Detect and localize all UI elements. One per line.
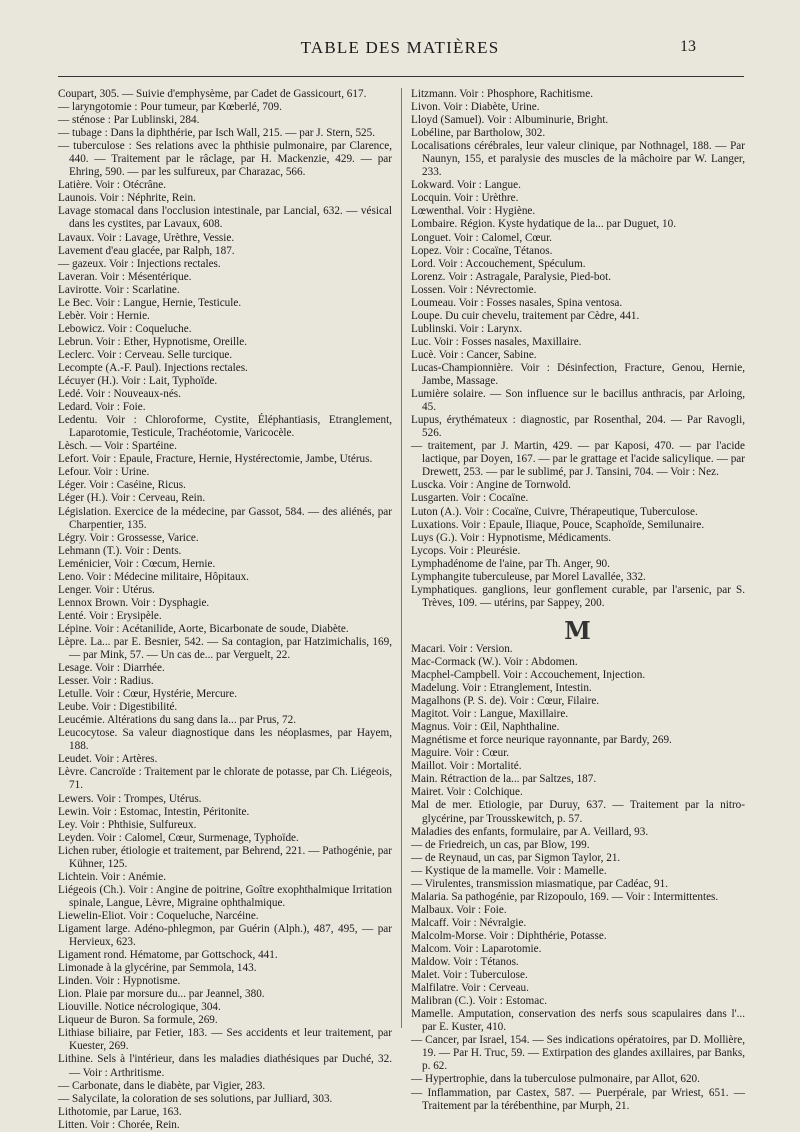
index-entry: — Hypertrophie, dans la tuberculose pulmonaire, par Allot, 620. [411,1073,700,1086]
index-entry: Maladies des enfants, formulaire, par A. Veillard, 93. [411,825,649,838]
index-entry: Malcaff. Voir : Névralgie. [411,916,527,929]
index-entry: Lucè. Voir : Cancer, Sabine. [411,348,537,361]
index-entry: Mamelle. Amputation, conservation des nerfs sous scapulaires dans l'... par E. Kuster, 410. [411,1008,745,1034]
index-entry: Lichtein. Voir : Anémie. [58,870,167,883]
index-entry: Lavirotte. Voir : Scarlatine. [58,283,180,296]
index-entry: Lennox Brown. Voir : Dysphagie. [58,596,210,609]
index-entry: Leyden. Voir : Calomel, Cœur, Surmenage, Typhoïde. [58,831,299,844]
index-entry: Lécuyer (H.). Voir : Lait, Typhoïde. [58,375,218,388]
index-entry: Letulle. Voir : Cœur, Hystérie, Mercure. [58,688,238,701]
index-entry: Luys (G.). Voir : Hypnotisme, Médicaments. [411,531,612,544]
index-entry: Malfilatre. Voir : Cerveau. [411,982,529,995]
letter-heading: M [564,615,592,645]
index-entry: Maguire. Voir : Cœur. [411,747,510,760]
index-entry: Légry. Voir : Grossesse, Varice. [58,531,199,544]
index-entry: Malbaux. Voir : Foie. [411,903,507,916]
page-number: 13 [680,38,696,55]
index-entry: Liewelin-Eliot. Voir : Coqueluche, Narcéine. [58,909,259,922]
index-entry: Lecompte (A.-F. Paul). Injections rectales. [58,361,248,374]
index-entry: Leucocytose. Sa valeur diagnostique dans les néoplasmes, par Hayem, 188. [58,727,392,753]
index-entry: — de Friedreich, un cas, par Blow, 199. [411,838,590,851]
index-entry: Lopez. Voir : Cocaïne, Tétanos. [411,244,553,257]
index-entry: Lèpre. La... par E. Besnier, 542. — Sa contagion, par Hatzimichalis, 169, — par Mink, 57. — Un cas de... par Verguelt, 22. [58,635,392,662]
index-entry: Magnétisme et force neurique rayonnante, par Bardy, 269. [411,734,672,747]
index-entry: Lithiase biliaire, par Fetier, 183. — Ses accidents et leur traitement, par Kuester, 269. [58,1027,392,1053]
index-entry: Législation. Exercice de la médecine, par Gassot, 584. — des aliénés, par Charpentier, 135. [58,505,392,531]
index-entry: Lichen ruber, étiologie et traitement, par Behrend, 221. — Pathogénie, par Kühner, 125. [58,844,392,870]
index-entry: Ligament rond. Hématome, par Gottschock, 441. [58,949,278,962]
right-column [411,88,745,1113]
index-entry: Lublinski. Voir : Larynx. [411,322,523,335]
index-entry: Lewers. Voir : Trompes, Utérus. [58,792,202,805]
index-entry: Macari. Voir : Version. [411,642,513,655]
index-entry: Lœwenthal. Voir : Hygiène. [411,205,536,218]
index-entry: Mal de mer. Etiologie, par Duruy, 637. — Traitement par la nitro-glycérine, par Trousskewitch, p. 57. [411,799,745,825]
index-entry: Lord. Voir : Accouchement, Spéculum. [411,257,586,270]
index-entry: Lucas-Championnière. Voir : Désinfection, Fracture, Genou, Hernie, Jambe, Massage. [411,361,745,388]
index-entry: — sténose : Par Lublinski, 284. [58,114,200,127]
index-entry: Coupart, 305. — Suivie d'emphysème, par Cadet de Gassicourt, 617. [58,88,367,100]
index-entry: Lithotomie, par Larue, 163. [58,1105,182,1118]
index-entry: Leudet. Voir : Artères. [58,753,158,766]
index-entry: — traitement, par J. Martin, 429. — par Kaposi, 470. — par l'acide lactique, par Doyen, 167. — par le grattage et l'acide salicylique. — par Drewett, 253. — par le sublimé, par J. Tansini, 704. — Voir : Nez. [411,440,745,479]
page-title: TABLE DES MATIÈRES [300,38,500,57]
index-entry: Malcolm-Morse. Voir : Diphthérie, Potasse. [411,929,607,942]
index-entry: Leno. Voir : Médecine militaire, Hôpitaux. [58,570,249,583]
index-entry: Ledentu. Voir : Chloroforme, Cystite, Éléphantiasis, Etranglement, Laparotomie, Testicule, Trachéotomie, Varicocèle. [58,414,392,440]
index-entry: Liqueur de Buron. Sa formule, 269. [58,1014,218,1027]
index-entry: Lèsch. — Voir : Spartéine. [58,440,177,453]
index-entry: Latière. Voir : Otécrâne. [58,179,166,192]
index-entry: Malcom. Voir : Laparotomie. [411,943,542,955]
index-entry: Lupus, érythémateux : diagnostic, par Rosenthal, 204. — Par Ravogli, 526. [411,414,745,440]
index-entry: Loupe. Du cuir chevelu, traitement par Cèdre, 441. [411,309,640,322]
index-entry: Longuet. Voir : Calomel, Cœur. [411,231,552,244]
index-entry: Lobéline, par Bartholow, 302. [411,127,546,140]
index-entry: Lebowicz. Voir : Coqueluche. [58,322,192,335]
index-entry: Mac-Cormack (W.). Voir : Abdomen. [411,655,578,668]
index-entry: — tubage : Dans la diphthérie, par Isch Wall, 215. — par J. Stern, 525. [58,127,376,140]
index-entry: — gazeux. Voir : Injections rectales. [58,257,221,270]
index-entry: Ley. Voir : Phthisie, Sulfureux. [58,818,197,831]
index-entry: Madelung. Voir : Etranglement, Intestin. [411,682,592,695]
index-entry: Lombaire. Région. Kyste hydatique de la... par Duguet, 10. [411,218,677,231]
index-entry: Lymphadénome de l'aine, par Th. Anger, 90. [411,557,610,570]
index-entry: Lavement d'eau glacée, par Ralph, 187. [58,244,235,257]
index-entry: Ledard. Voir : Foie. [58,401,146,414]
index-entry: Lokward. Voir : Langue. [411,179,521,192]
index-entry: — tuberculose : Ses relations avec la phthisie pulmonaire, par Clarence, 440. — Traitement par le râclage, par H. Mackenzie, 429. — par Ehring, 590. — par les sulfureux, par Charazac, 566. [58,140,392,179]
index-entry: Lithine. Sels à l'intérieur, dans les maladies diathésiques par Duché, 32. — Voir : Arthritisme. [58,1053,392,1079]
index-entry: Lusgarten. Voir : Cocaïne. [411,492,529,505]
index-entry: Lumière solaire. — Son influence sur le bacillus anthracis, par Arloing, 45. [411,388,745,414]
index-entry: Ledé. Voir : Nouveaux-nés. [58,388,181,401]
index-entry: Ligament large. Adéno-phlegmon, par Guérin (Alph.), 487, 495, — par Hervieux, 623. [58,923,392,949]
index-entry: Liégeois (Ch.). Voir : Angine de poitrine, Goître exophthalmique Irritation spinale, Langue, Lèvre, Migraine ophthalmique. [58,883,392,909]
index-entry: Macphel-Campbell. Voir : Accouchement, Injection. [411,669,646,682]
index-entry: Luton (A.). Voir : Cocaïne, Cuivre, Thérapeutique, Tuberculose. [411,505,698,518]
index-entry: — Virulentes, transmission miasmatique, par Cadéac, 91. [411,877,669,890]
column-separator [401,88,402,1028]
index-entry: Magalhons (P. S. de). Voir : Cœur, Filaire. [411,695,600,708]
left-column [58,88,392,1132]
index-entry: Lenté. Voir : Erysipèle. [58,609,162,622]
index-entry: Litzmann. Voir : Phosphore, Rachitisme. [411,88,593,100]
index-entry: Locquin. Voir : Urèthre. [411,192,519,205]
index-entry: Main. Rétraction de la... par Saltzes, 187. [411,773,597,786]
index-entry: — Inflammation, par Castex, 587. — Puerpérale, par Wriest, 651. — Traitement par la térébenthine, par Murph, 21. [411,1086,745,1112]
index-entry: Litten. Voir : Chorée, Rein. [58,1118,180,1131]
index-entry: Lenger. Voir : Utérus. [58,583,155,596]
index-entry: Malibran (C.). Voir : Estomac. [411,995,547,1008]
index-entry: Lion. Plaie par morsure du... par Jeannel, 380. [58,988,265,1001]
index-entry: Lymphangite tuberculeuse, par Morel Lavallée, 332. [411,570,646,583]
index-entry: — Carbonate, dans le diabète, par Vigier, 283. [58,1079,266,1092]
index-entry: Mairet. Voir : Colchique. [411,786,523,799]
header-rule [58,76,744,77]
index-entry: Lymphatiques. ganglions, leur gonflement curable, par l'arsenic, par S. Trèves, 109. — utérins, par Sappey, 200. [411,583,745,609]
index-entry: — Cancer, par Israel, 154. — Ses indications opératoires, par D. Mollière, 19. — Par H. Truc, 59. — Extirpation des glandes axillaires, par Banks, p. 62. [411,1034,745,1073]
index-entry: Leclerc. Voir : Cerveau. Selle turcique. [58,348,233,361]
index-entry: Leucémie. Altérations du sang dans la... par Prus, 72. [58,714,296,727]
index-entry: Malet. Voir : Tuberculose. [411,969,528,982]
index-entry: Le Bec. Voir : Langue, Hernie, Testicule. [58,296,242,309]
index-entry: Léger (H.). Voir : Cerveau, Rein. [58,492,206,505]
index-entry: Luc. Voir : Fosses nasales, Maxillaire. [411,335,582,348]
index-entry: Lesser. Voir : Radius. [58,675,154,688]
index-entry: Leménicier, Voir : Cœcum, Hernie. [58,557,216,570]
index-entry: Maillot. Voir : Mortalité. [411,760,522,773]
index-entry: Luxations. Voir : Epaule, Iliaque, Pouce, Scaphoïde, Semilunaire. [411,518,705,531]
index-entry: Luscka. Voir : Angine de Tornwold. [411,479,571,492]
index-entry: Lèvre. Cancroïde : Traitement par le chlorate de potasse, par Ch. Liégeois, 71. [58,766,392,792]
index-entry: Lorenz. Voir : Astragale, Paralysie, Pied-bot. [411,270,611,283]
index-entry: Loumeau. Voir : Fosses nasales, Spina ventosa. [411,296,623,309]
index-entry: Leube. Voir : Digestibilité. [58,701,178,714]
index-entry: Lossen. Voir : Névrectomie. [411,283,537,296]
index-entry: Lefort. Voir : Epaule, Fracture, Hernie, Hystérectomie, Jambe, Utérus. [58,453,373,466]
index-entry: Limonade à la glycérine, par Semmola, 143. [58,962,257,975]
index-entry: Lebèr. Voir : Hernie. [58,309,150,322]
index-entry: — Kystique de la mamelle. Voir : Mamelle. [411,864,607,877]
index-entry: Maldow. Voir : Tétanos. [411,956,519,969]
index-entry: Malaria. Sa pathogénie, par Rizopoulo, 169. — Voir : Intermittentes. [411,890,719,903]
index-entry: Lavage stomacal dans l'occlusion intestinale, par Lancial, 632. — vésical dans les cystites, par Lavaux, 608. [58,205,392,231]
index-entry: Lavaux. Voir : Lavage, Urèthre, Vessie. [58,231,235,244]
index-entry: Lewin. Voir : Estomac, Intestin, Péritonite. [58,805,250,818]
index-entry: Magitot. Voir : Langue, Maxillaire. [411,708,569,721]
index-entry: Magnus. Voir : Œil, Naphthaline. [411,721,560,734]
index-entry: Lépine. Voir : Acétanilide, Aorte, Bicarbonate de soude, Diabète. [58,622,349,635]
index-entry: — laryngotomie : Pour tumeur, par Kœberlé, 709. [58,101,282,114]
index-entry: Lycops. Voir : Pleurésie. [411,544,521,557]
index-entry: Linden. Voir : Hypnotisme. [58,975,181,988]
index-entry: — Salycilate, la coloration de ses solutions, par Julliard, 303. [58,1092,333,1105]
index-entry: Lefour. Voir : Urine. [58,466,150,479]
index-entry: Launois. Voir : Néphrite, Rein. [58,192,196,205]
index-entry: Localisations cérébrales, leur valeur clinique, par Nothnagel, 188. — Par Naunyn, 155, et paralysie des muscles de la mâchoire par W. Langer, 233. [411,140,745,179]
index-entry: Lebrun. Voir : Ether, Hypnotisme, Oreille. [58,335,247,348]
index-entry: Lloyd (Samuel). Voir : Albuminurie, Bright. [411,114,609,127]
index-entry: Lesage. Voir : Diarrhée. [58,662,165,675]
index-entry: Liouville. Notice nécrologique, 304. [58,1001,221,1014]
page-header [0,30,800,60]
index-entry: Livon. Voir : Diabète, Urine. [411,101,540,114]
index-entry: Laveran. Voir : Mésentérique. [58,270,192,283]
index-entry: — de Reynaud, un cas, par Sigmon Taylor, 21. [411,851,621,864]
index-entry: Lehmann (T.). Voir : Dents. [58,544,182,557]
index-entry: Léger. Voir : Caséine, Ricus. [58,479,186,492]
